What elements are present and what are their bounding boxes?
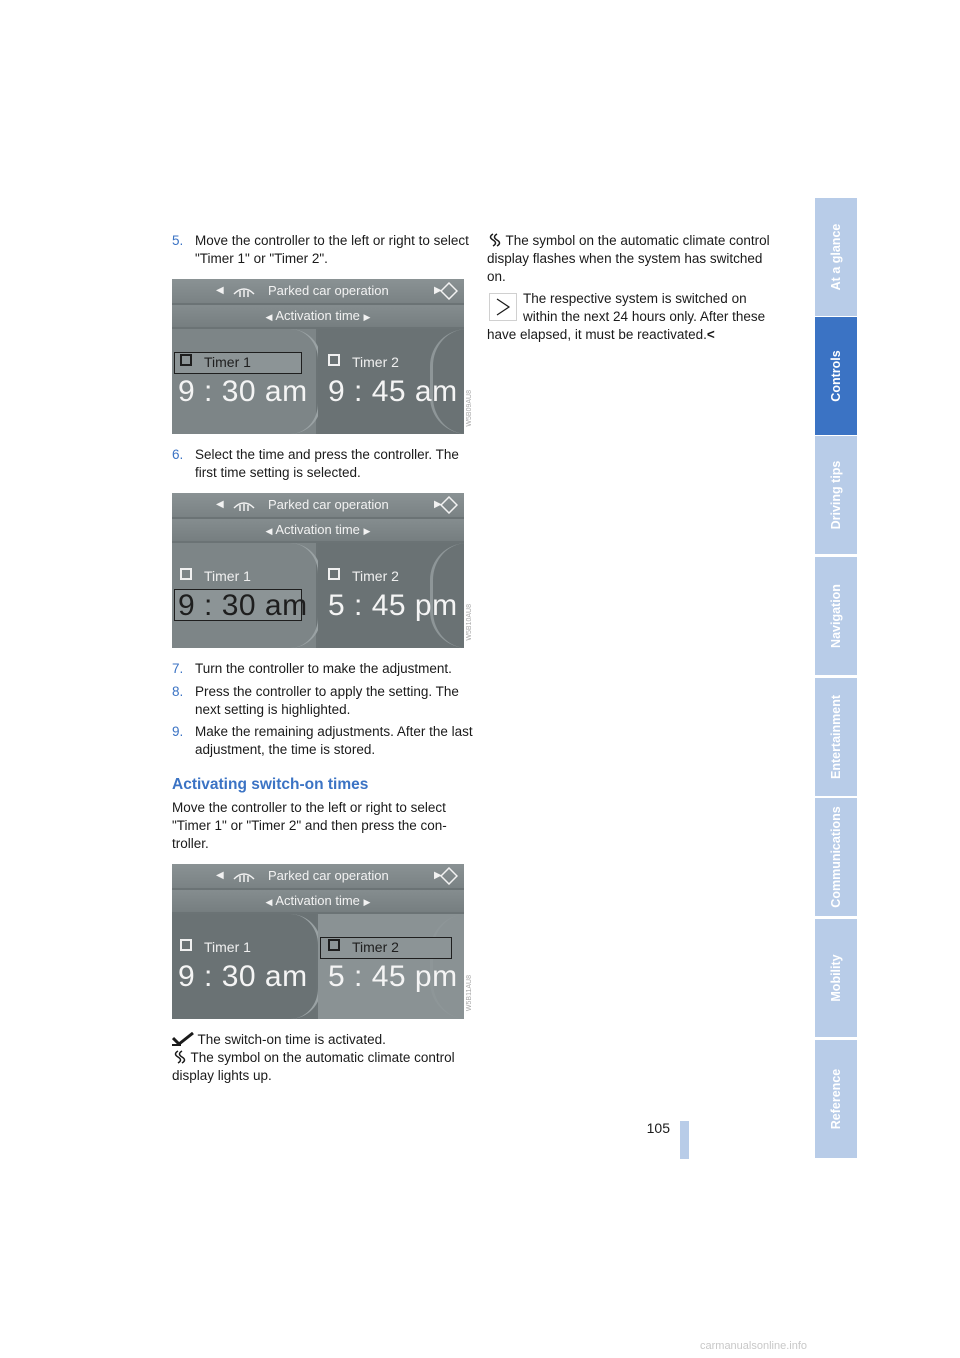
tab-driving-tips[interactable]: Driving tips [815, 436, 857, 556]
menu-title-bar [172, 864, 464, 888]
timer-2-label: Timer 2 [328, 939, 399, 955]
arrow-left-icon: ◀ [216, 870, 224, 881]
arrow-right-icon: ▶ [434, 870, 442, 881]
display-screenshot-1 [172, 279, 464, 434]
timer-1-label: Timer 1 [180, 354, 251, 370]
timer-2-time: 5 : 45 pm [328, 960, 458, 993]
note-line-3: have elapsed, it must be reactivated.< [487, 327, 715, 342]
note-icon [489, 293, 517, 321]
arrow-right-icon: ▶ [434, 285, 442, 296]
display-screenshot-3 [172, 864, 464, 1019]
arrow-right-icon: ▶ [434, 499, 442, 510]
timer-symbol-icon [487, 233, 502, 247]
options-icon [440, 282, 458, 300]
timer-symbol-icon [172, 1050, 187, 1064]
arrow-left-icon: ◀ [265, 526, 273, 536]
arrow-left-icon: ◀ [265, 897, 273, 907]
submenu-bar [172, 519, 464, 541]
step-text: Turn the controller to make the adjustment. [195, 661, 452, 676]
checkmark-icon [172, 1032, 194, 1046]
watermark: carmanualsonline.info [700, 1340, 808, 1352]
tab-entertainment[interactable]: Entertainment [815, 678, 857, 798]
menu-title: Parked car operation [268, 868, 389, 883]
step-number: 7. [172, 661, 184, 676]
submenu-title: Activation time [275, 308, 360, 323]
step-6 [172, 446, 472, 486]
activated-note [172, 1031, 472, 1049]
step-text: Make the remaining adjustments. After the last adjustment, the time is stored. [195, 724, 473, 757]
tab-reference[interactable]: Reference [815, 1040, 857, 1160]
timer-1-time: 9 : 30 am [178, 375, 308, 408]
timer-2-time: 5 : 45 pm [328, 589, 458, 622]
arrow-right-icon: ▶ [363, 897, 371, 907]
tab-controls[interactable]: Controls [815, 317, 857, 437]
arrow-right-icon: ▶ [363, 526, 371, 536]
submenu-bar [172, 890, 464, 912]
timer-2-label: Timer 2 [328, 354, 399, 370]
arrow-right-icon: ▶ [363, 312, 371, 322]
step-number: 5. [172, 233, 184, 248]
step-text: Move the controller to the left or right to select "Timer 1" or "Timer 2". [195, 233, 469, 266]
lights-up-note [172, 1049, 472, 1085]
lights-up-text: The symbol on the automatic climate control display lights up. [172, 1050, 455, 1083]
tab-navigation[interactable]: Navigation [815, 557, 857, 677]
flashes-paragraph [487, 232, 782, 286]
submenu-bar [172, 305, 464, 327]
tab-at-a-glance[interactable]: At a glance [815, 198, 857, 318]
menu-title: Parked car operation [268, 497, 389, 512]
arrow-left-icon: ◀ [265, 312, 273, 322]
section-heading: Activating switch-on times [172, 776, 369, 793]
options-icon [440, 496, 458, 514]
options-icon [440, 867, 458, 885]
submenu-title: Activation time [275, 893, 360, 908]
image-code: W5B10AU8 [466, 604, 473, 641]
image-code: W5B11AU8 [466, 975, 473, 1012]
display-screenshot-2 [172, 493, 464, 648]
timer-2-label: Timer 2 [328, 568, 399, 584]
timer-1-label: Timer 1 [180, 568, 251, 584]
page-number: 105 [646, 1120, 670, 1136]
fan-icon [232, 869, 256, 883]
timer-1-time: 9 : 30 am [178, 960, 308, 993]
arrow-left-icon: ◀ [216, 285, 224, 296]
menu-title: Parked car operation [268, 283, 389, 298]
step-number: 8. [172, 684, 184, 699]
tab-mobility[interactable]: Mobility [815, 919, 857, 1039]
step-text: Select the time and press the controller. The first time setting is selected. [195, 447, 459, 480]
fan-icon [232, 498, 256, 512]
step-text: Press the controller to apply the setting. The next setting is highlighted. [195, 684, 459, 717]
submenu-title: Activation time [275, 522, 360, 537]
tab-communications[interactable]: Communications [815, 798, 857, 918]
timer-1-label: Timer 1 [180, 939, 251, 955]
image-code: W5B09AU8 [466, 390, 473, 427]
activated-text: The switch-on time is activated. [197, 1032, 386, 1047]
note-end-mark: < [706, 327, 715, 342]
timer-2-time: 9 : 45 am [328, 375, 458, 408]
timer-1-time: 9 : 30 am [178, 589, 308, 622]
fan-icon [232, 284, 256, 298]
step-number: 9. [172, 724, 184, 739]
menu-title-bar [172, 493, 464, 517]
flashes-text: The symbol on the automatic climate control display flashes when the system has switched on. [487, 233, 770, 284]
page-marker-bar [680, 1121, 689, 1159]
step-number: 6. [172, 447, 184, 462]
menu-title-bar [172, 279, 464, 303]
arrow-left-icon: ◀ [216, 499, 224, 510]
note-line-1: The respective system is switched on [523, 291, 747, 306]
note-line-2: within the next 24 hours only. After these [523, 309, 766, 324]
section-intro: Move the controller to the left or right to select "Timer 1" or "Timer 2" and then press the con-troller. [172, 800, 447, 851]
